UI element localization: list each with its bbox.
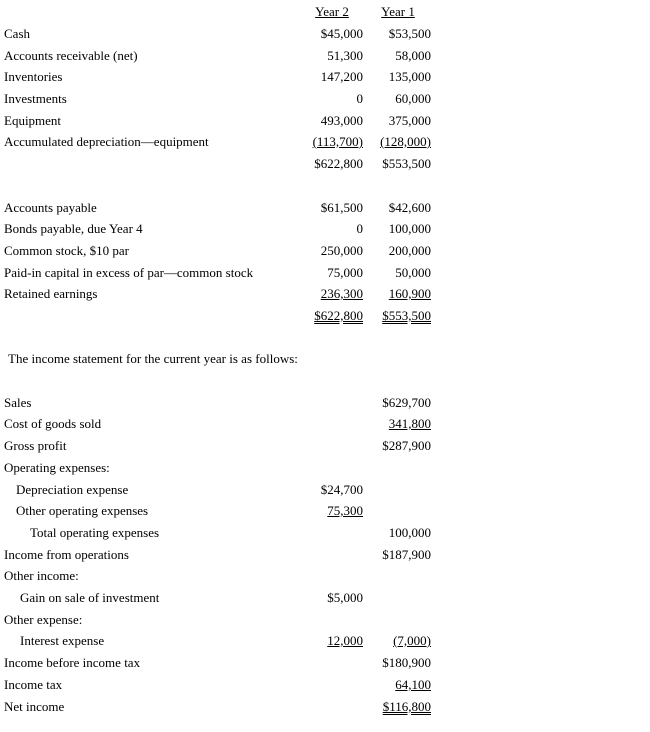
total-year-2: $622,800 [314,156,363,171]
income-row [0,675,650,695]
income-row [0,653,650,673]
row-label: Accounts receivable (net) [4,48,138,63]
row-label: Other income: [4,568,79,583]
value-year-2: 236,300 [320,286,363,301]
outer-amount: $287,900 [382,438,431,453]
inner-amount: 75,300 [327,503,363,518]
row-label: Total operating expenses [30,525,160,540]
outer-amount: $180,900 [382,655,431,670]
row-label: Inventories [4,69,63,84]
row-label: Depreciation expense [16,482,129,497]
row-label: Gross profit [4,438,67,453]
liabilities-equity-total-row [0,306,650,326]
value-year-1: 50,000 [395,265,431,280]
value-year-1: 160,900 [388,286,431,301]
value-year-1: 200,000 [388,243,431,258]
value-year-2: 493,000 [320,113,363,128]
value-year-2: 250,000 [320,243,363,258]
row-label: Investments [4,91,67,106]
income-statement-intro [0,349,650,369]
income-row [0,631,650,651]
inner-amount: $24,700 [320,482,363,497]
liability-equity-row [0,241,650,261]
row-label: Operating expenses: [4,460,110,475]
value-year-2: 51,300 [327,48,363,63]
column-header-row [0,2,650,22]
row-label: Sales [4,395,32,410]
outer-amount: 64,100 [395,677,431,692]
row-label: Cost of goods sold [4,416,102,431]
asset-row [0,46,650,66]
row-label: Income before income tax [4,655,141,670]
row-label: Income from operations [4,547,129,562]
row-label: Other expense: [4,612,83,627]
value-year-1: 60,000 [395,91,431,106]
liability-equity-row [0,198,650,218]
assets-total-row [0,154,650,174]
asset-row [0,67,650,87]
row-label: Net income [4,699,65,714]
value-year-1: 100,000 [388,221,431,236]
asset-row [0,132,650,152]
income-row [0,697,650,717]
income-row [0,588,650,608]
value-year-2: $45,000 [320,26,363,41]
row-label: Equipment [4,113,62,128]
row-label: Cash [4,26,30,41]
asset-row [0,111,650,131]
value-year-2: 75,000 [327,265,363,280]
income-row [0,501,650,521]
outer-amount: $629,700 [382,395,431,410]
income-row [0,458,650,478]
asset-row [0,24,650,44]
intro-text: The income statement for the current year is as follows: [8,351,298,366]
value-year-1: $42,600 [388,200,431,215]
outer-amount: 100,000 [388,525,431,540]
income-row [0,436,650,456]
income-row [0,545,650,565]
income-row [0,414,650,434]
inner-amount: 12,000 [327,633,363,648]
column-header-year-2: Year 2 [315,4,349,19]
column-header-year-1: Year 1 [381,4,415,19]
income-row [0,523,650,543]
outer-amount: (7,000) [393,633,431,648]
value-year-2: (113,700) [312,134,363,149]
outer-amount: $187,900 [382,547,431,562]
row-label: Other operating expenses [16,503,149,518]
value-year-1: 58,000 [395,48,431,63]
income-row [0,480,650,500]
liability-equity-row [0,284,650,304]
inner-amount: $5,000 [327,590,363,605]
liability-equity-row [0,219,650,239]
liability-equity-row [0,263,650,283]
row-label: Income tax [4,677,63,692]
value-year-2: 0 [356,221,363,236]
row-label: Paid-in capital in excess of par—common stock [4,265,254,280]
value-year-1: $53,500 [388,26,431,41]
income-row [0,393,650,413]
outer-amount: 341,800 [388,416,431,431]
value-year-1: 135,000 [388,69,431,84]
row-label: Accumulated depreciation—equipment [4,134,209,149]
value-year-1: 375,000 [388,113,431,128]
row-label: Accounts payable [4,200,97,215]
row-label: Common stock, $10 par [4,243,129,258]
total-year-2: $622,800 [314,308,363,323]
row-label: Gain on sale of investment [20,590,160,605]
total-year-1: $553,500 [382,308,431,323]
income-row [0,610,650,630]
value-year-1: (128,000) [380,134,431,149]
asset-row [0,89,650,109]
income-row [0,566,650,586]
row-label: Bonds payable, due Year 4 [4,221,143,236]
outer-amount: $116,800 [382,699,431,714]
total-year-1: $553,500 [382,156,431,171]
row-label: Retained earnings [4,286,98,301]
row-label: Interest expense [20,633,105,648]
value-year-2: $61,500 [320,200,363,215]
value-year-2: 147,200 [320,69,363,84]
value-year-2: 0 [356,91,363,106]
